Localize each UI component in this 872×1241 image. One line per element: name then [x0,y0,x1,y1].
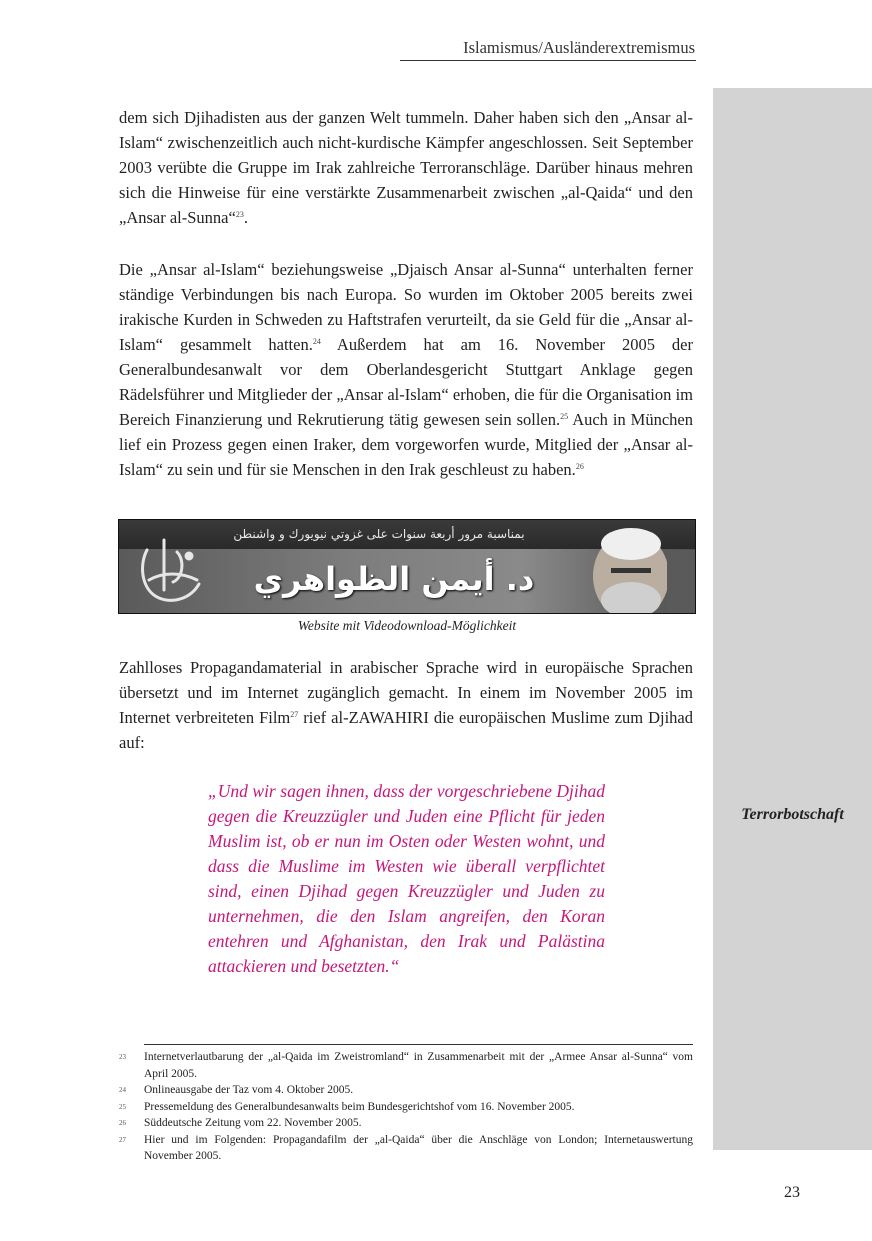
banner-top-text: بمناسبة مرور أربعة سنوات على غزوتي نيويورك و واشنطن [233,527,525,541]
calligraphy-logo-icon [143,540,199,600]
footnote [119,1132,693,1165]
header-rule [400,60,696,61]
footnote-text: Hier und im Folgenden: Propagandafilm der „al-Qaida“ über die Anschläge von London; Internetauswertung November 2005. [144,1133,693,1162]
footnote-number: 27 [119,1135,126,1144]
running-header: Islamismus/Ausländerextremismus [463,38,695,57]
footnote [119,1049,693,1082]
footnote-number: 23 [119,1053,126,1061]
footnote [119,1082,693,1099]
footnote-ref-23[interactable]: 23 [235,210,244,219]
paragraph-1-text: dem sich Djihadisten aus der ganzen Welt tummeln. Daher haben sich den „Ansar al-Islam“ zwischenzeitlich auch nicht-kurdische Kämpfer angeschlossen. Seit September 2003 verübte die Gruppe im Irak zahlreiche Terroranschläge. Darüber hinaus mehren sich die Hinweise für eine verstärkte Zusammenarbeit zwischen „al-Qaida“ und den „Ansar al-Sunna“ [119,108,693,227]
website-banner-image [118,519,696,614]
footnote-rule [144,1044,693,1045]
footnote [119,1115,693,1132]
paragraph-2-text-b: Außerdem hat am 16. November 2005 der Generalbundesanwalt vor dem Oberlandesgericht Stuttgart Anklage gegen Rädelsführer und Mitglieder der „Ansar al-Islam“ erhoben, die für die Organisation im Bereich Finanzierung und Rekrutierung tätig gewesen sein sollen. [119,335,693,429]
footnotes [119,1049,693,1165]
paragraph-3-text-a: Zahlloses Propagandamaterial in arabischer Sprache wird in europäische Sprachen übersetzt und im Internet zugänglich gemacht. In einem im November 2005 im Internet verbreiteten Film [119,658,693,727]
footnote-number: 24 [119,1086,126,1094]
paragraph-2-text-a: Die „Ansar al-Islam“ beziehungsweise „Djaisch Ansar al-Sunna“ unterhalten ferner ständige Verbindungen bis nach Europa. So wurden im Oktober 2005 bereits zwei irakische Kurden in Schweden zu Haftstrafen verurteilt, da sie Geld für die „Ansar al-Islam“ gesammelt hatten. [119,260,693,354]
footnote-text: Süddeutsche Zeitung vom 22. November 2005. [144,1117,362,1129]
footnote-text: Internetverlautbarung der „al-Qaida im Zweistromland“ in Zusammenarbeit mit der „Armee Ansar al-Sunna“ vom April 2005. [144,1051,693,1080]
footnote-ref-25[interactable]: 25 [560,412,569,421]
quote-block: „Und wir sagen ihnen, dass der vorgeschriebene Djihad gegen die Kreuzzügler und Juden eine Pflicht für jeden Muslim ist, ob er nun im Osten oder Westen wohnt, und dass die Muslime im Westen wie überall verpflichtet sind, einen Djihad gegen Kreuzzügler und Juden zu unternehmen, die den Islam angreifen, den Koran entehren und Afghanistan, den Irak und Palästina attackieren und besetzten.“ [208,781,605,976]
footnote-number: 26 [119,1119,126,1127]
footnote-ref-24[interactable]: 24 [312,337,321,346]
paragraph-2-text-c: Auch in München lief ein Prozess gegen einen Iraker, dem vorgeworfen wurde, Mitglied der „Ansar al-Islam“ zu sein und für sie Menschen in den Irak geschleust zu haben. [119,410,693,479]
paragraph-3-text-b: rief al-ZAWAHIRI die europäischen Muslime zum Djihad auf: [119,708,693,752]
paragraph-1-end: . [243,208,248,227]
image-caption: Website mit Videodownload-Möglichkeit [297,618,517,633]
banner-main-text: د. أيمن الظواهري [253,560,535,598]
page-number: 23 [784,1184,800,1201]
margin-sidebar [713,88,872,1150]
footnote-number: 25 [119,1102,126,1111]
footnote-ref-27[interactable]: 27 [290,710,299,719]
footnote-ref-26[interactable]: 26 [575,462,584,471]
paragraph-3 [119,655,693,755]
footnote-text: Onlineausgabe der Taz vom 4. Oktober 2005. [144,1084,354,1096]
footnote [119,1099,693,1116]
paragraph-1 [119,105,693,230]
paragraph-2 [119,257,693,482]
portrait-photo-icon [593,528,695,613]
margin-note: Terrorbotschaft [741,806,844,823]
footnote-text: Pressemeldung des Generalbundesanwalts beim Bundesgerichtshof vom 16. November 2005. [144,1100,575,1113]
